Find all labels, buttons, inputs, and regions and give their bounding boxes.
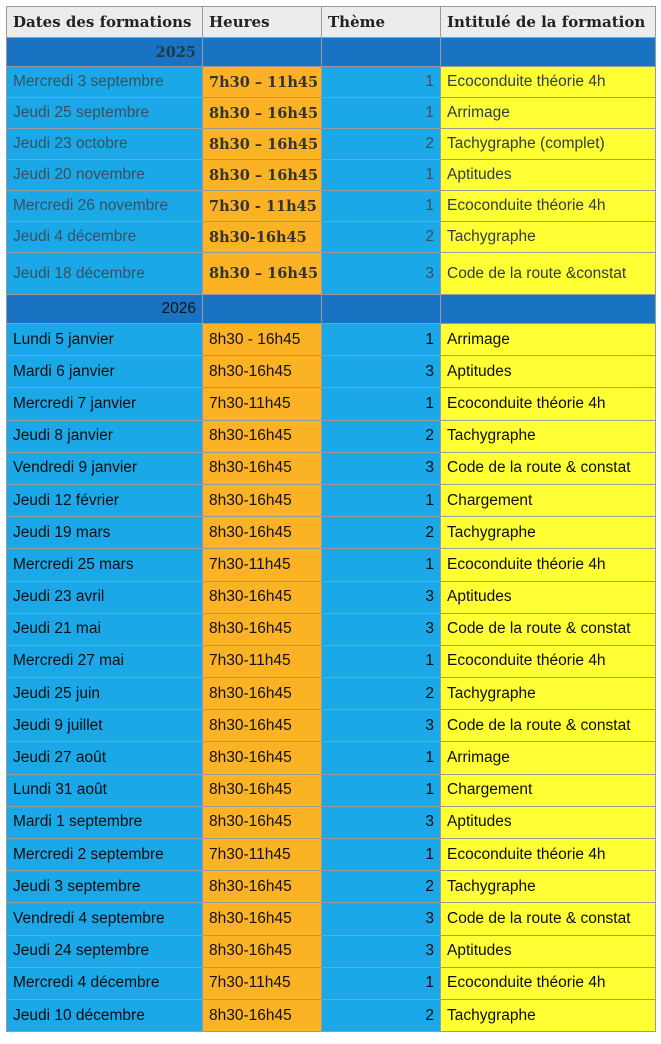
session-date: Mercredi 27 mai (7, 645, 203, 677)
table-row (7, 678, 656, 710)
session-hours: 8h30 – 16h45 (203, 98, 322, 129)
session-title: Tachygraphe (441, 999, 656, 1031)
session-date: Jeudi 27 août (7, 742, 203, 774)
session-title: Tachygraphe (441, 871, 656, 903)
session-date: Jeudi 10 décembre (7, 999, 203, 1031)
session-title: Code de la route & constat (441, 710, 656, 742)
session-hours: 8h30-16h45 (203, 903, 322, 935)
session-date: Jeudi 25 septembre (7, 98, 203, 129)
session-hours: 7h30-11h45 (203, 839, 322, 871)
session-date: Jeudi 12 février (7, 484, 203, 516)
session-title: Code de la route &constat (441, 253, 656, 295)
session-theme: 1 (322, 324, 441, 356)
session-hours: 7h30-11h45 (203, 967, 322, 999)
table-row (7, 549, 656, 581)
session-title: Arrimage (441, 324, 656, 356)
session-date: Mercredi 7 janvier (7, 388, 203, 420)
session-theme: 2 (322, 420, 441, 452)
header-theme: Thème (322, 7, 441, 38)
table-row (7, 420, 656, 452)
table-row (7, 129, 656, 160)
session-hours: 8h30 – 16h45 (203, 129, 322, 160)
session-date: Jeudi 9 juillet (7, 710, 203, 742)
session-theme: 2 (322, 222, 441, 253)
session-hours: 7h30 - 11h45 (203, 191, 322, 222)
session-title: Ecoconduite théorie 4h (441, 967, 656, 999)
session-theme: 3 (322, 903, 441, 935)
table-row (7, 67, 656, 98)
year-row-empty-cell (203, 295, 322, 324)
table-row (7, 98, 656, 129)
session-hours: 7h30-11h45 (203, 645, 322, 677)
session-theme: 1 (322, 967, 441, 999)
table-row (7, 253, 656, 295)
session-title: Code de la route & constat (441, 903, 656, 935)
session-date: Lundi 5 janvier (7, 324, 203, 356)
year-label: 2026 (7, 295, 203, 324)
session-date: Jeudi 24 septembre (7, 935, 203, 967)
session-theme: 2 (322, 871, 441, 903)
session-hours: 8h30-16h45 (203, 356, 322, 388)
session-theme: 1 (322, 742, 441, 774)
session-date: Jeudi 4 décembre (7, 222, 203, 253)
session-hours: 8h30-16h45 (203, 710, 322, 742)
session-date: Mercredi 26 novembre (7, 191, 203, 222)
session-theme: 3 (322, 613, 441, 645)
session-date: Mardi 1 septembre (7, 806, 203, 838)
session-theme: 3 (322, 935, 441, 967)
session-hours: 7h30-11h45 (203, 549, 322, 581)
session-title: Arrimage (441, 742, 656, 774)
session-hours: 8h30-16h45 (203, 517, 322, 549)
table-row (7, 967, 656, 999)
session-theme: 2 (322, 517, 441, 549)
session-date: Jeudi 25 juin (7, 678, 203, 710)
session-title: Tachygraphe (441, 517, 656, 549)
session-hours: 7h30-11h45 (203, 388, 322, 420)
session-hours: 8h30-16h45 (203, 774, 322, 806)
session-title: Code de la route & constat (441, 613, 656, 645)
session-theme: 1 (322, 160, 441, 191)
session-hours: 8h30-16h45 (203, 871, 322, 903)
table-row (7, 613, 656, 645)
session-title: Ecoconduite théorie 4h (441, 388, 656, 420)
session-date: Mardi 6 janvier (7, 356, 203, 388)
year-row-empty-cell (203, 38, 322, 67)
session-hours: 8h30 – 16h45 (203, 160, 322, 191)
table-row (7, 388, 656, 420)
session-title: Chargement (441, 484, 656, 516)
session-theme: 1 (322, 67, 441, 98)
session-title: Tachygraphe (441, 222, 656, 253)
session-title: Aptitudes (441, 806, 656, 838)
session-theme: 1 (322, 191, 441, 222)
session-theme: 1 (322, 388, 441, 420)
table-row (7, 324, 656, 356)
session-hours: 8h30 - 16h45 (203, 324, 322, 356)
table-row (7, 581, 656, 613)
session-hours: 8h30-16h45 (203, 420, 322, 452)
table-row (7, 935, 656, 967)
session-theme: 3 (322, 253, 441, 295)
session-title: Arrimage (441, 98, 656, 129)
session-title: Ecoconduite théorie 4h (441, 645, 656, 677)
session-title: Tachygraphe (complet) (441, 129, 656, 160)
session-theme: 2 (322, 999, 441, 1031)
year-row-empty-cell (441, 38, 656, 67)
session-date: Mercredi 4 décembre (7, 967, 203, 999)
session-title: Aptitudes (441, 356, 656, 388)
session-title: Tachygraphe (441, 420, 656, 452)
session-title: Aptitudes (441, 160, 656, 191)
session-title: Tachygraphe (441, 678, 656, 710)
session-hours: 8h30-16h45 (203, 935, 322, 967)
year-row (7, 38, 656, 67)
session-theme: 3 (322, 710, 441, 742)
year-row-empty-cell (322, 295, 441, 324)
session-title: Chargement (441, 774, 656, 806)
session-hours: 8h30-16h45 (203, 222, 322, 253)
table-row (7, 806, 656, 838)
session-theme: 1 (322, 484, 441, 516)
session-hours: 8h30-16h45 (203, 484, 322, 516)
session-title: Ecoconduite théorie 4h (441, 839, 656, 871)
session-hours: 7h30 – 11h45 (203, 67, 322, 98)
session-title: Aptitudes (441, 581, 656, 613)
table-row (7, 742, 656, 774)
table-row (7, 517, 656, 549)
table-row (7, 356, 656, 388)
session-hours: 8h30-16h45 (203, 806, 322, 838)
session-theme: 2 (322, 129, 441, 160)
session-theme: 1 (322, 98, 441, 129)
table-row (7, 160, 656, 191)
session-date: Jeudi 20 novembre (7, 160, 203, 191)
session-date: Vendredi 9 janvier (7, 452, 203, 484)
table-row (7, 839, 656, 871)
table-row (7, 484, 656, 516)
table-row (7, 452, 656, 484)
session-date: Jeudi 8 janvier (7, 420, 203, 452)
session-title: Code de la route & constat (441, 452, 656, 484)
table-row (7, 871, 656, 903)
session-theme: 1 (322, 549, 441, 581)
session-theme: 3 (322, 806, 441, 838)
year-row-empty-cell (441, 295, 656, 324)
session-theme: 3 (322, 581, 441, 613)
session-date: Jeudi 21 mai (7, 613, 203, 645)
schedule-body (7, 38, 656, 1032)
session-date: Jeudi 18 décembre (7, 253, 203, 295)
session-date: Lundi 31 août (7, 774, 203, 806)
training-schedule-table (6, 6, 656, 1032)
session-theme: 1 (322, 774, 441, 806)
session-title: Ecoconduite théorie 4h (441, 191, 656, 222)
session-date: Mercredi 2 septembre (7, 839, 203, 871)
session-theme: 3 (322, 452, 441, 484)
session-theme: 2 (322, 678, 441, 710)
session-theme: 1 (322, 839, 441, 871)
header-hours: Heures (203, 7, 322, 38)
year-row (7, 295, 656, 324)
session-date: Mercredi 25 mars (7, 549, 203, 581)
session-hours: 8h30-16h45 (203, 999, 322, 1031)
session-hours: 8h30-16h45 (203, 452, 322, 484)
session-hours: 8h30-16h45 (203, 581, 322, 613)
session-hours: 8h30-16h45 (203, 742, 322, 774)
session-date: Jeudi 3 septembre (7, 871, 203, 903)
table-row (7, 999, 656, 1031)
session-theme: 1 (322, 645, 441, 677)
session-hours: 8h30-16h45 (203, 613, 322, 645)
table-row (7, 710, 656, 742)
table-row (7, 191, 656, 222)
session-theme: 3 (322, 356, 441, 388)
table-row (7, 774, 656, 806)
header-dates: Dates des formations (7, 7, 203, 38)
session-date: Jeudi 19 mars (7, 517, 203, 549)
session-title: Aptitudes (441, 935, 656, 967)
session-hours: 8h30-16h45 (203, 678, 322, 710)
year-row-empty-cell (322, 38, 441, 67)
session-date: Vendredi 4 septembre (7, 903, 203, 935)
session-title: Ecoconduite théorie 4h (441, 67, 656, 98)
table-row (7, 903, 656, 935)
year-label: 2025 (7, 38, 203, 67)
session-date: Jeudi 23 avril (7, 581, 203, 613)
session-date: Jeudi 23 octobre (7, 129, 203, 160)
header-row (7, 7, 656, 38)
table-row (7, 645, 656, 677)
session-date: Mercredi 3 septembre (7, 67, 203, 98)
header-title: Intitulé de la formation (441, 7, 656, 38)
table-row (7, 222, 656, 253)
session-hours: 8h30 – 16h45 (203, 253, 322, 295)
session-title: Ecoconduite théorie 4h (441, 549, 656, 581)
